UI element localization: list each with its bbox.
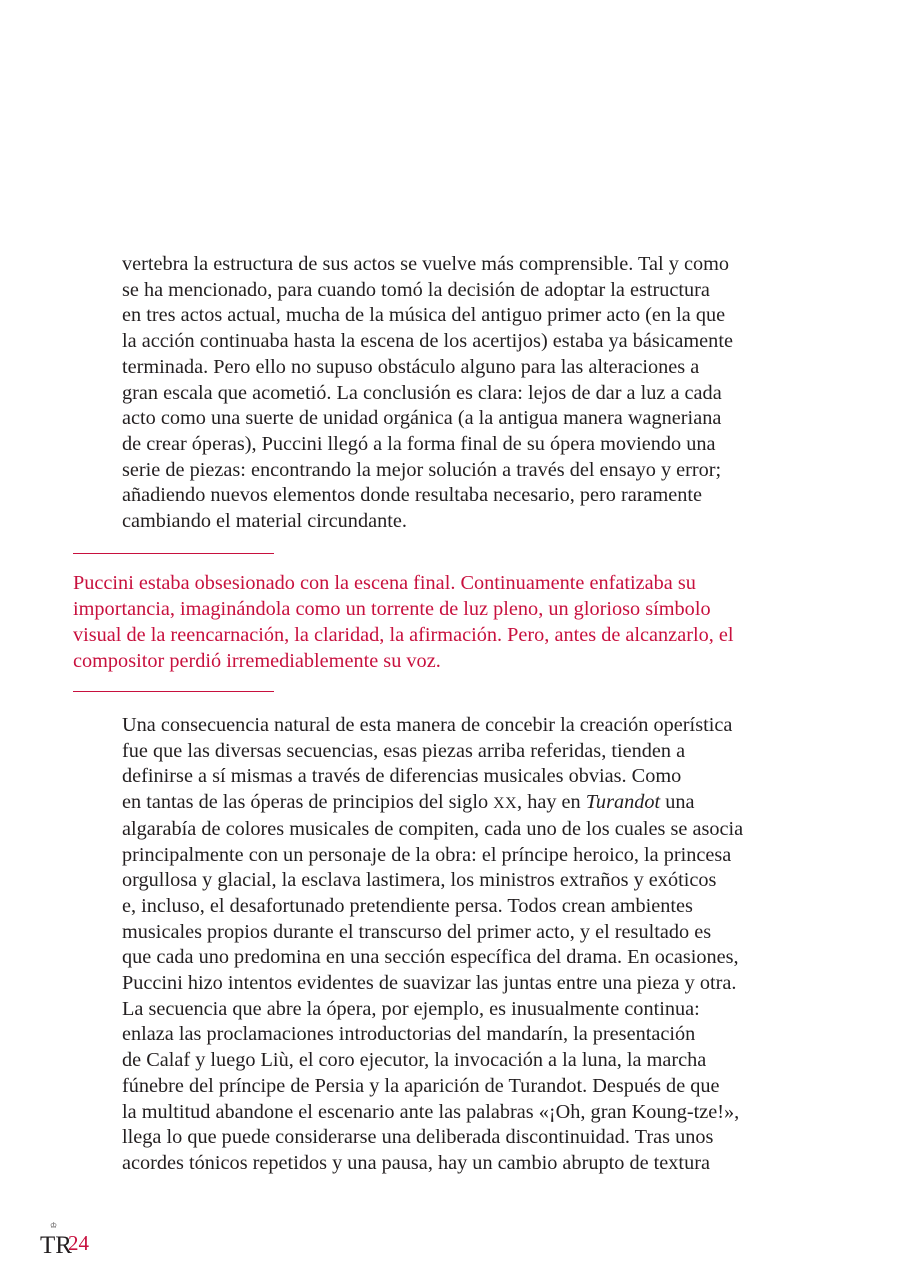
- text-line: añadiendo nuevos elementos donde resultaba necesario, pero raramente: [122, 484, 703, 507]
- century-numeral: XX: [493, 795, 518, 813]
- text-line: la acción continuaba hasta la escena de los acertijos) estaba ya básicamente: [122, 330, 733, 353]
- text-line: se ha mencionado, para cuando tomó la decisión de adoptar la estructura: [122, 278, 710, 301]
- pull-quote-top-divider: [73, 553, 274, 554]
- text-line: Una consecuencia natural de esta manera de concebir la creación operística: [122, 714, 733, 736]
- text-fragment: , hay en: [517, 791, 586, 814]
- text-line: orgullosa y glacial, la esclava lastimera, los ministros extraños y exóticos: [122, 869, 717, 892]
- opera-title: Turandot: [585, 791, 661, 814]
- text-line: en tres actos actual, mucha de la música del antiguo primer acto (en la que: [122, 304, 726, 327]
- text-line: vertebra la estructura de sus actos se vuelve más comprensible. Tal y como: [122, 253, 730, 275]
- text-line: La secuencia que abre la ópera, por ejemplo, es inusualmente continua:: [122, 997, 700, 1020]
- crown-icon: ♔: [50, 1221, 58, 1230]
- text-fragment: una: [660, 791, 695, 814]
- page-number: 24: [68, 1231, 89, 1255]
- text-line: que cada uno predomina en una sección específica del drama. En ocasiones,: [122, 946, 739, 969]
- body-paragraph-1: [122, 252, 782, 535]
- logo-monogram: TR: [40, 1232, 72, 1259]
- pull-quote-line: compositor perdió irremediablemente su voz.: [73, 650, 441, 672]
- text-line: fúnebre del príncipe de Persia y la aparición de Turandot. Después de que: [122, 1074, 720, 1097]
- text-line: cambiando el material circundante.: [122, 510, 407, 533]
- publisher-logo: [40, 1221, 72, 1259]
- text-line: fue que las diversas secuencias, esas piezas arriba referidas, tienden a: [122, 739, 686, 762]
- text-line: serie de piezas: encontrando la mejor solución a través del ensayo y error;: [122, 458, 722, 481]
- text-line-with-title: [122, 790, 782, 817]
- text-line: algarabía de colores musicales de compiten, cada uno de los cuales se asocia: [122, 817, 744, 840]
- text-line: principalmente con un personaje de la obra: el príncipe heroico, la princesa: [122, 843, 732, 866]
- text-line: gran escala que acometió. La conclusión es clara: lejos de dar a luz a cada: [122, 381, 722, 404]
- page-footer: [40, 1221, 89, 1259]
- body-paragraph-2: [122, 713, 782, 1177]
- text-line: acto como una suerte de unidad orgánica (a la antigua manera wagneriana: [122, 407, 722, 430]
- pull-quote-line: importancia, imaginándola como un torrente de luz pleno, un glorioso símbolo: [73, 598, 711, 620]
- pull-quote-line: Puccini estaba obsesionado con la escena final. Continuamente enfatizaba su: [73, 572, 696, 594]
- text-fragment: en tantas de las óperas de principios del siglo: [122, 791, 494, 814]
- text-line: enlaza las proclamaciones introductorias del mandarín, la presentación: [122, 1023, 696, 1046]
- text-line: musicales propios durante el transcurso del primer acto, y el resultado es: [122, 920, 712, 943]
- text-line: de crear óperas), Puccini llegó a la forma final de su ópera moviendo una: [122, 432, 716, 455]
- text-line: terminada. Pero ello no supuso obstáculo alguno para las alteraciones a: [122, 355, 700, 378]
- text-line: llega lo que puede considerarse una deliberada discontinuidad. Tras unos: [122, 1126, 714, 1149]
- text-line: Puccini hizo intentos evidentes de suavizar las juntas entre una pieza y otra.: [122, 972, 737, 995]
- text-line: la multitud abandone el escenario ante las palabras «¡Oh, gran Koung-tze!»,: [122, 1100, 740, 1123]
- pull-quote-bottom-divider: [73, 691, 274, 692]
- text-line: acordes tónicos repetidos y una pausa, hay un cambio abrupto de textura: [122, 1151, 710, 1174]
- pull-quote: [73, 570, 773, 674]
- text-line: e, incluso, el desafortunado pretendiente persa. Todos crean ambientes: [122, 894, 693, 917]
- text-line: de Calaf y luego Liù, el coro ejecutor, la invocación a la luna, la marcha: [122, 1049, 707, 1072]
- text-line: definirse a sí mismas a través de diferencias musicales obvias. Como: [122, 765, 682, 788]
- pull-quote-line: visual de la reencarnación, la claridad, la afirmación. Pero, antes de alcanzarlo, el: [73, 624, 734, 646]
